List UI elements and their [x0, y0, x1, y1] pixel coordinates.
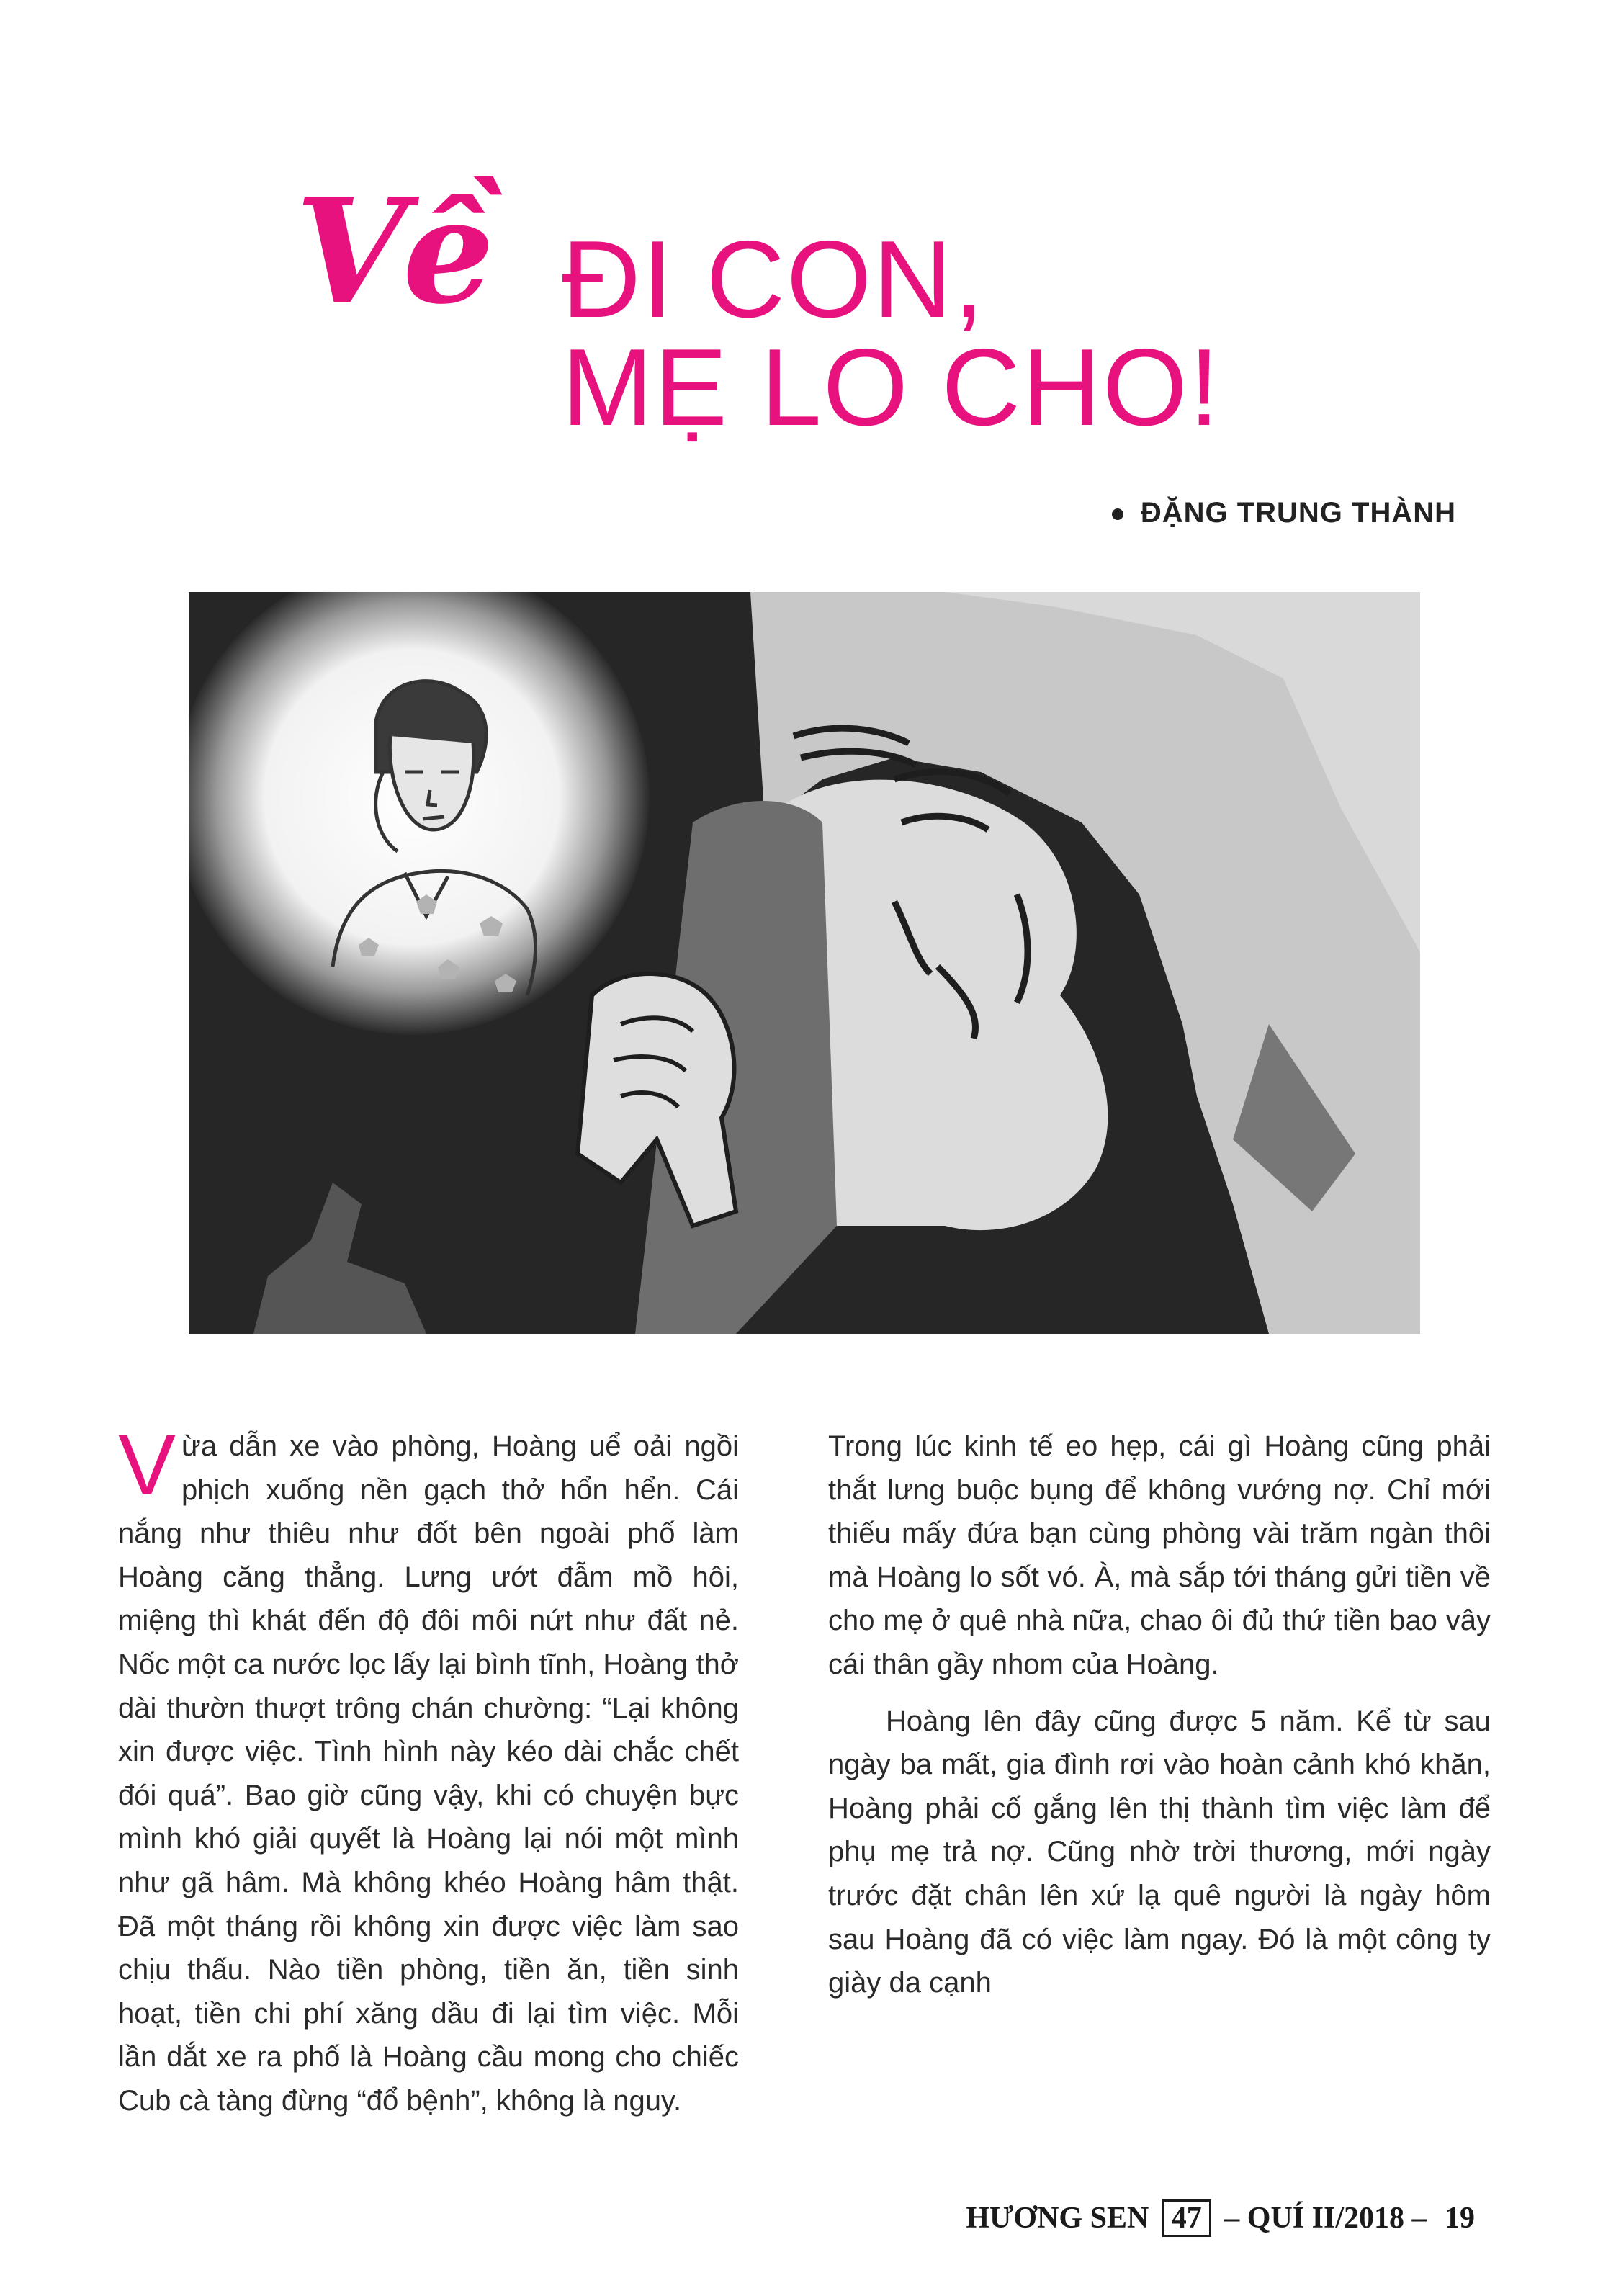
author-name: ĐẶNG TRUNG THÀNH [1140, 497, 1456, 529]
paragraph-1 [118, 1417, 739, 2123]
paragraph-1-continued: Trong lúc kinh tế eo hẹp, cái gì Hoàng cũng phải thắt lưng buộc bụng để không vướng nợ. Chỉ mới thiếu mấy đứa bạn cùng phòng vài trăm ngàn thôi mà Hoàng lo sốt vó. À, mà sắp tới tháng gửi tiền về cho mẹ ở quê nhà nữa, chao ôi đủ thứ tiền bao vây cái thân gầy nhom của Hoàng. [828, 1430, 1491, 1680]
issue-number: 47 [1162, 2199, 1211, 2237]
title-line-2: MẸ LO CHO! [562, 326, 1221, 449]
author-byline [1112, 497, 1456, 529]
issue-quarter: – QUÍ II/2018 – [1224, 2202, 1427, 2235]
article-column-left [118, 1417, 739, 2123]
drop-cap: V [118, 1417, 176, 1513]
paragraph-2: Hoàng lên đây cũng được 5 năm. Kể từ sau ngày ba mất, gia đình rơi vào hoàn cảnh khó khăn, Hoàng phải cố gắng lên thị thành tìm việc làm để phụ mẹ trả nợ. Cũng nhờ trời thương, mới ngày trước đặt chân lên xứ lạ quê người là ngày hôm sau Hoàng đã có việc làm ngay. Đó là một công ty giày da cạnh [828, 1705, 1491, 1999]
title-script-word: Về [295, 167, 490, 336]
paragraph-1-text: ừa dẫn xe vào phòng, Hoàng uể oải ngồi phịch xuống nền gạch thở hổn hển. Cái nắng như thiêu như đốt bên ngoài phố làm Hoàng căng thẳng. Lưng ướt đẫm mồ hôi, miệng thì khát đến độ đôi môi nứt như đất nẻ. Nốc một ca nước lọc lấy lại bình tĩnh, Hoàng thở dài thườn thượt trông chán chường: “Lại không xin được việc. Tình hình này kéo dài chắc chết đói quá”. Bao giờ cũng vậy, khi có chuyện bực mình khó giải quyết là Hoàng lại nói một mình như gã hâm. Mà không khéo Hoàng hâm thật. Đã một tháng rồi không xin được việc làm sao chịu thấu. Nào tiền phòng, tiền ăn, tiền sinh hoạt, tiền chi phí xăng dầu đi lại tìm việc. Mỗi lần dắt xe ra phố là Hoàng cầu mong cho chiếc Cub cà tàng đừng “đổ bệnh”, không là nguy. [118, 1430, 739, 2117]
bullet-icon [1112, 508, 1123, 520]
page-footer [966, 2199, 1475, 2237]
story-illustration [189, 592, 1420, 1334]
article-column-right [828, 1425, 1491, 2005]
page-number: 19 [1445, 2202, 1475, 2235]
magazine-name: HƯƠNG SEN [966, 2202, 1149, 2235]
title-line-1: ĐI CON, [562, 218, 986, 341]
illustration-graphic [189, 592, 1420, 1334]
